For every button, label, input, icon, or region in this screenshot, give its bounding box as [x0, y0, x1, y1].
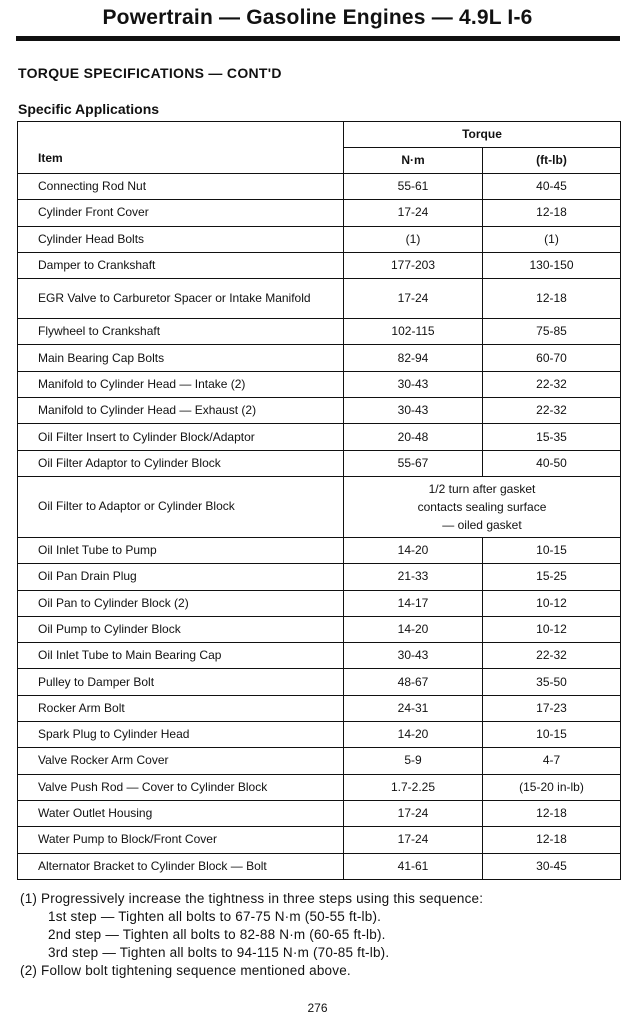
page-header-title: Powertrain — Gasoline Engines — 4.9L I-6 [102, 6, 533, 29]
cell-nm: 41-61 [344, 853, 483, 879]
table-body [18, 174, 621, 880]
cell-item: Rocker Arm Bolt [18, 695, 344, 721]
table-row [18, 252, 621, 278]
table-row [18, 669, 621, 695]
footnote-2: (2) Follow bolt tightening sequence mentioned above. [20, 963, 351, 978]
cell-nm: 20-48 [344, 424, 483, 450]
table-row [18, 748, 621, 774]
cell-ftlb: 12-18 [483, 800, 621, 826]
cell-ftlb: 10-15 [483, 722, 621, 748]
column-header-item-label: Item [38, 151, 63, 165]
cell-nm: 5-9 [344, 748, 483, 774]
table-row [18, 319, 621, 345]
table-row [18, 774, 621, 800]
cell-item: Oil Inlet Tube to Main Bearing Cap [18, 643, 344, 669]
table-row [18, 590, 621, 616]
cell-torque-note [344, 476, 621, 537]
cell-item: EGR Valve to Carburetor Spacer or Intake Manifold [18, 279, 344, 319]
table-row [18, 643, 621, 669]
header-rule [16, 36, 620, 41]
cell-nm: 24-31 [344, 695, 483, 721]
cell-ftlb: 30-45 [483, 853, 621, 879]
cell-nm: 102-115 [344, 319, 483, 345]
cell-nm: 55-67 [344, 450, 483, 476]
cell-item: Flywheel to Crankshaft [18, 319, 344, 345]
torque-note-line: 1/2 turn after gasket [428, 481, 536, 496]
footnote-step-2: 2nd step — Tighten all bolts to 82-88 N·m (60-65 ft-lb). [48, 927, 386, 942]
table-row [18, 827, 621, 853]
cell-nm: (1) [344, 226, 483, 252]
cell-ftlb: (15-20 in-lb) [483, 774, 621, 800]
cell-nm: 177-203 [344, 252, 483, 278]
cell-nm: 48-67 [344, 669, 483, 695]
cell-nm: 17-24 [344, 800, 483, 826]
footnote-step-1: 1st step — Tighten all bolts to 67-75 N·m (50-55 ft-lb). [48, 909, 382, 924]
table-row [18, 564, 621, 590]
cell-item: Valve Rocker Arm Cover [18, 748, 344, 774]
cell-ftlb: (1) [483, 226, 621, 252]
table-row [18, 722, 621, 748]
cell-item: Cylinder Front Cover [18, 200, 344, 226]
column-header-ftlb: (ft-lb) [483, 148, 621, 174]
table-row [18, 345, 621, 371]
cell-ftlb: 22-32 [483, 371, 621, 397]
cell-ftlb: 130-150 [483, 252, 621, 278]
cell-ftlb: 10-12 [483, 590, 621, 616]
cell-nm: 1.7-2.25 [344, 774, 483, 800]
table-row [18, 450, 621, 476]
cell-item: Water Pump to Block/Front Cover [18, 827, 344, 853]
table-row [18, 695, 621, 721]
table-row [18, 476, 621, 537]
cell-nm: 14-20 [344, 722, 483, 748]
section-subtitle: Specific Applications [18, 101, 160, 117]
cell-ftlb: 17-23 [483, 695, 621, 721]
cell-nm: 14-17 [344, 590, 483, 616]
cell-nm: 21-33 [344, 564, 483, 590]
table-row [18, 800, 621, 826]
footnote-step-3: 3rd step — Tighten all bolts to 94-115 N·m (70-85 ft-lb). [48, 945, 390, 960]
cell-ftlb: 12-18 [483, 279, 621, 319]
torque-note-line: — oiled gasket [442, 517, 522, 532]
cell-item: Manifold to Cylinder Head — Exhaust (2) [18, 398, 344, 424]
cell-nm: 17-24 [344, 200, 483, 226]
cell-item: Oil Pan Drain Plug [18, 564, 344, 590]
torque-spec-table [17, 121, 621, 880]
cell-ftlb: 10-15 [483, 537, 621, 563]
cell-nm: 82-94 [344, 345, 483, 371]
cell-ftlb: 12-18 [483, 200, 621, 226]
cell-ftlb: 35-50 [483, 669, 621, 695]
table-row [18, 226, 621, 252]
cell-item: Cylinder Head Bolts [18, 226, 344, 252]
table-row [18, 174, 621, 200]
cell-item: Manifold to Cylinder Head — Intake (2) [18, 371, 344, 397]
cell-nm: 30-43 [344, 398, 483, 424]
section-title: TORQUE SPECIFICATIONS — CONT'D [18, 65, 282, 81]
cell-item: Oil Inlet Tube to Pump [18, 537, 344, 563]
column-group-torque: Torque [344, 122, 621, 148]
cell-ftlb: 60-70 [483, 345, 621, 371]
cell-item: Spark Plug to Cylinder Head [18, 722, 344, 748]
cell-ftlb: 40-50 [483, 450, 621, 476]
cell-ftlb: 10-12 [483, 616, 621, 642]
footnote-1: (1) Progressively increase the tightness in three steps using this sequence: [20, 891, 484, 906]
cell-nm: 14-20 [344, 616, 483, 642]
cell-ftlb: 15-25 [483, 564, 621, 590]
cell-item: Valve Push Rod — Cover to Cylinder Block [18, 774, 344, 800]
cell-item: Oil Pump to Cylinder Block [18, 616, 344, 642]
cell-item: Oil Pan to Cylinder Block (2) [18, 590, 344, 616]
table-row [18, 537, 621, 563]
column-header-nm: N·m [344, 148, 483, 174]
table-row [18, 424, 621, 450]
cell-item: Damper to Crankshaft [18, 252, 344, 278]
cell-ftlb: 15-35 [483, 424, 621, 450]
torque-note-line: contacts sealing surface [417, 499, 547, 514]
cell-ftlb: 75-85 [483, 319, 621, 345]
cell-ftlb: 4-7 [483, 748, 621, 774]
cell-nm: 30-43 [344, 371, 483, 397]
cell-item: Oil Filter Adaptor to Cylinder Block [18, 450, 344, 476]
cell-item: Alternator Bracket to Cylinder Block — Bolt [18, 853, 344, 879]
footnotes [20, 890, 620, 980]
cell-item: Water Outlet Housing [18, 800, 344, 826]
table-row [18, 200, 621, 226]
cell-ftlb: 22-32 [483, 398, 621, 424]
cell-item: Oil Filter to Adaptor or Cylinder Block [18, 476, 344, 537]
table-row [18, 398, 621, 424]
cell-nm: 30-43 [344, 643, 483, 669]
cell-item: Main Bearing Cap Bolts [18, 345, 344, 371]
cell-ftlb: 12-18 [483, 827, 621, 853]
cell-ftlb: 22-32 [483, 643, 621, 669]
cell-nm: 17-24 [344, 827, 483, 853]
table-row [18, 279, 621, 319]
cell-item: Pulley to Damper Bolt [18, 669, 344, 695]
cell-item: Connecting Rod Nut [18, 174, 344, 200]
table-row [18, 853, 621, 879]
cell-ftlb: 40-45 [483, 174, 621, 200]
table-row [18, 371, 621, 397]
cell-nm: 17-24 [344, 279, 483, 319]
cell-item: Oil Filter Insert to Cylinder Block/Adaptor [18, 424, 344, 450]
table-row [18, 616, 621, 642]
page-number: 276 [307, 1001, 328, 1015]
cell-nm: 55-61 [344, 174, 483, 200]
column-header-item [18, 122, 344, 174]
cell-nm: 14-20 [344, 537, 483, 563]
